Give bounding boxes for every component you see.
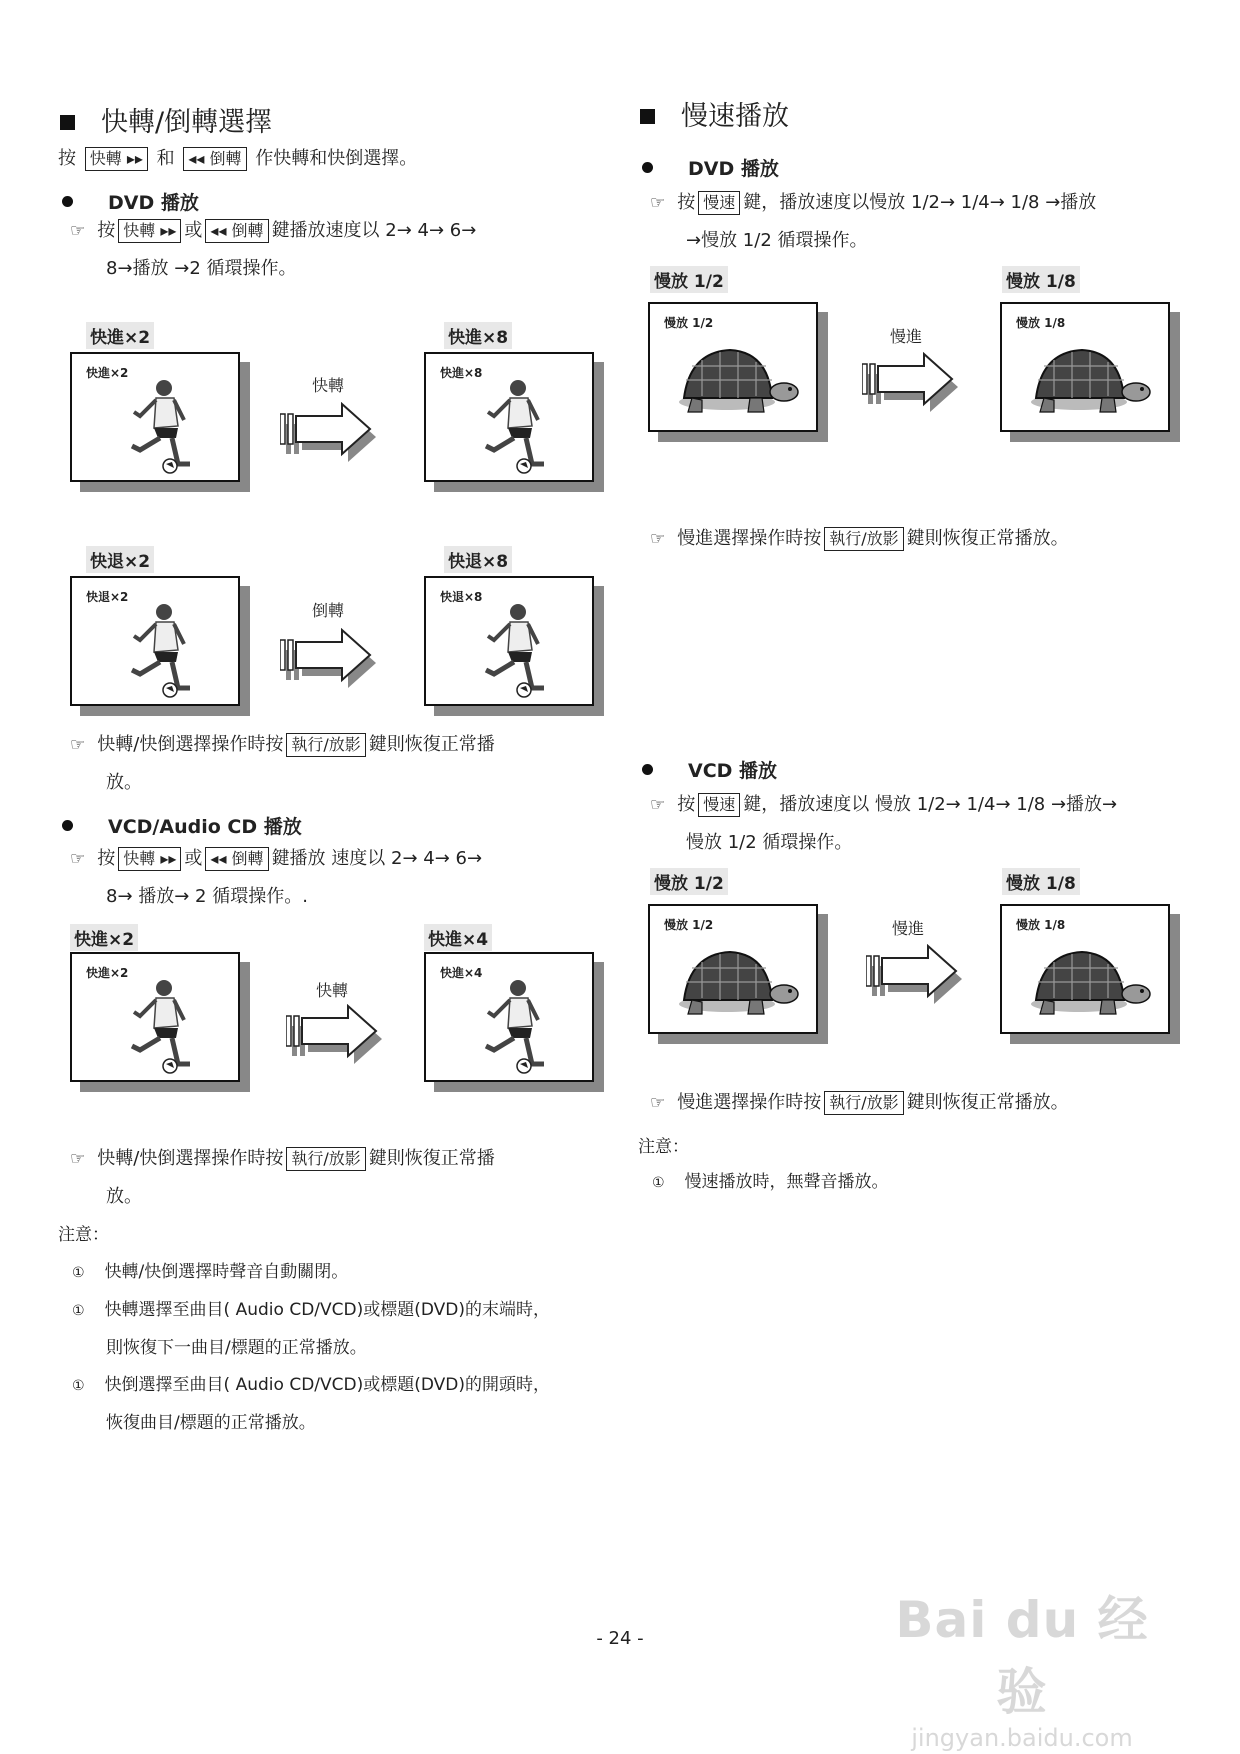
circled-bullet-icon: ① [72,1303,85,1319]
slow-key: 慢速 [698,793,740,817]
right-dvd-text: ☞ 按 慢速 鍵，播放速度以慢放 1/2→ 1/4→ 1/8 →播放 →慢放 1/2 循環操作。 [650,192,1097,251]
pointing-hand-icon: ☞ [650,193,666,213]
rw8-screen: 快退×8 [424,576,594,706]
slow-key: 慢速 [698,191,740,215]
rewind-key: ◂◂ 倒轉 [205,847,268,871]
pointing-hand-icon: ☞ [70,1149,86,1169]
ff-arrow-label: 快轉 [312,376,345,395]
vcd-slow-eighth-label: 慢放 1/8 [1002,868,1080,895]
fast-forward-key: 快轉 ▸▸ [118,219,181,243]
slow-eighth-label: 慢放 1/8 [1002,266,1080,293]
left-dvd-text: ☞ 按 快轉 ▸▸ 或 ◂◂ 倒轉 鍵播放速度以 2→ 4→ 6→ 8→播放 →2 循環操作。 [70,220,477,279]
vcd-slow-eighth-screen: 慢放 1/8 [1000,904,1170,1034]
rewind-key: ◂◂ 倒轉 [183,147,246,171]
left-intro: 按 快轉 ▸▸ 和 ◂◂ 倒轉 作快轉和快倒選擇。 [58,148,418,169]
pointing-hand-icon: ☞ [650,795,666,815]
rw-arrow-label: 倒轉 [312,601,345,620]
right-arrow-icon [286,1004,396,1074]
right-arrow-icon [866,944,976,1014]
right-vcd-note: ☞ 慢進選擇操作時按 執行/放影 鍵則恢復正常播放。 [650,1092,1069,1113]
round-bullet-icon [62,820,73,831]
round-bullet-icon [642,764,653,775]
rewind-key: ◂◂ 倒轉 [205,219,268,243]
turtle-image [672,340,804,420]
pointing-hand-icon: ☞ [650,1093,666,1113]
ff2-label: 快進×2 [86,322,154,349]
fast-forward-key: 快轉 ▸▸ [118,847,181,871]
pointing-hand-icon: ☞ [70,735,86,755]
play-key: 執行/放影 [824,1091,903,1115]
right-dvd-note: ☞ 慢進選擇操作時按 執行/放影 鍵則恢復正常播放。 [650,528,1069,549]
pointing-hand-icon: ☞ [70,221,86,241]
left-vcd-heading: VCD/Audio CD 播放 [62,812,302,839]
soccer-player-image [112,600,202,700]
slow-half-screen: 慢放 1/2 [648,302,818,432]
right-notes-title: 注意： [638,1137,689,1157]
play-key: 執行/放影 [824,527,903,551]
left-notes-list: ① 快轉/快倒選擇時聲音自動關閉。 ① 快轉選擇至曲目( Audio CD/VCD)或標題(DVD)的末端時， 則恢復下一曲目/標題的正常播放。 ① 快倒選擇至曲目( Audio CD/VCD)或標題(DVD)的開頭時， 恢復曲目/標題的正常播放。 [72,1262,551,1433]
turtle-image [1024,340,1156,420]
rw2-label: 快退×2 [86,546,154,573]
vcd-ff2-label: 快進×2 [70,924,138,951]
soccer-player-image [112,976,202,1076]
slow-half-label: 慢放 1/2 [650,266,728,293]
vcd-slow-arrow-label: 慢進 [892,919,925,938]
pointing-hand-icon: ☞ [70,849,86,869]
play-key: 執行/放影 [286,1147,365,1171]
round-bullet-icon [62,196,73,207]
vcd-ff-arrow-label: 快轉 [316,981,349,1000]
vcd-slow-half-label: 慢放 1/2 [650,868,728,895]
slow-eighth-screen: 慢放 1/8 [1000,302,1170,432]
ff8-label: 快進×8 [444,322,512,349]
watermark-brand: Bai du 经验 [895,1591,1149,1721]
play-key: 執行/放影 [286,733,365,757]
square-bullet-icon [60,115,75,130]
fast-forward-key: 快轉 ▸▸ [85,147,148,171]
vcd-slow-half-screen: 慢放 1/2 [648,904,818,1034]
ff8-screen: 快進×8 [424,352,594,482]
soccer-player-image [466,976,556,1076]
right-dvd-heading: DVD 播放 [642,154,779,181]
vcd-ff2-screen: 快進×2 [70,952,240,1082]
left-vcd-text: ☞ 按 快轉 ▸▸ 或 ◂◂ 倒轉 鍵播放 速度以 2→ 4→ 6→ 8→ 播放→ 2 循環操作。. [70,848,483,907]
ff2-screen: 快進×2 [70,352,240,482]
right-notes-list: ① 慢速播放時，無聲音播放。 [652,1172,889,1192]
circled-bullet-icon: ① [72,1265,85,1281]
square-bullet-icon [640,109,655,124]
right-vcd-text: ☞ 按 慢速 鍵，播放速度以 慢放 1/2→ 1/4→ 1/8 →播放→ 慢放 1/2 循環操作。 [650,794,1118,853]
slow-arrow-label: 慢進 [890,327,923,346]
left-notes-title: 注意： [58,1225,109,1245]
page-number: - 24 - [596,1628,644,1649]
vcd-ff4-label: 快進×4 [424,924,492,951]
soccer-player-image [466,376,556,476]
soccer-player-image [112,376,202,476]
left-vcd-note: ☞ 快轉/快倒選擇操作時按 執行/放影 鍵則恢復正常播 放。 [70,1148,495,1207]
circled-bullet-icon: ① [652,1175,665,1191]
right-section-title: 慢速播放 [640,94,789,133]
circled-bullet-icon: ① [72,1378,85,1394]
turtle-image [1024,942,1156,1022]
round-bullet-icon [642,162,653,173]
pointing-hand-icon: ☞ [650,529,666,549]
rw2-screen: 快退×2 [70,576,240,706]
watermark-url: jingyan.baidu.com [911,1724,1133,1752]
left-dvd-note: ☞ 快轉/快倒選擇操作時按 執行/放影 鍵則恢復正常播 放。 [70,734,495,793]
left-section-title: 快轉/倒轉選擇 [60,100,272,139]
right-arrow-icon [280,402,390,472]
right-arrow-icon [280,628,390,698]
left-dvd-heading: DVD 播放 [62,188,199,215]
right-arrow-icon [862,352,972,422]
soccer-player-image [466,600,556,700]
right-vcd-heading: VCD 播放 [642,756,777,783]
vcd-ff4-screen: 快進×4 [424,952,594,1082]
baidu-watermark [872,1580,1172,1752]
turtle-image [672,942,804,1022]
rw8-label: 快退×8 [444,546,512,573]
